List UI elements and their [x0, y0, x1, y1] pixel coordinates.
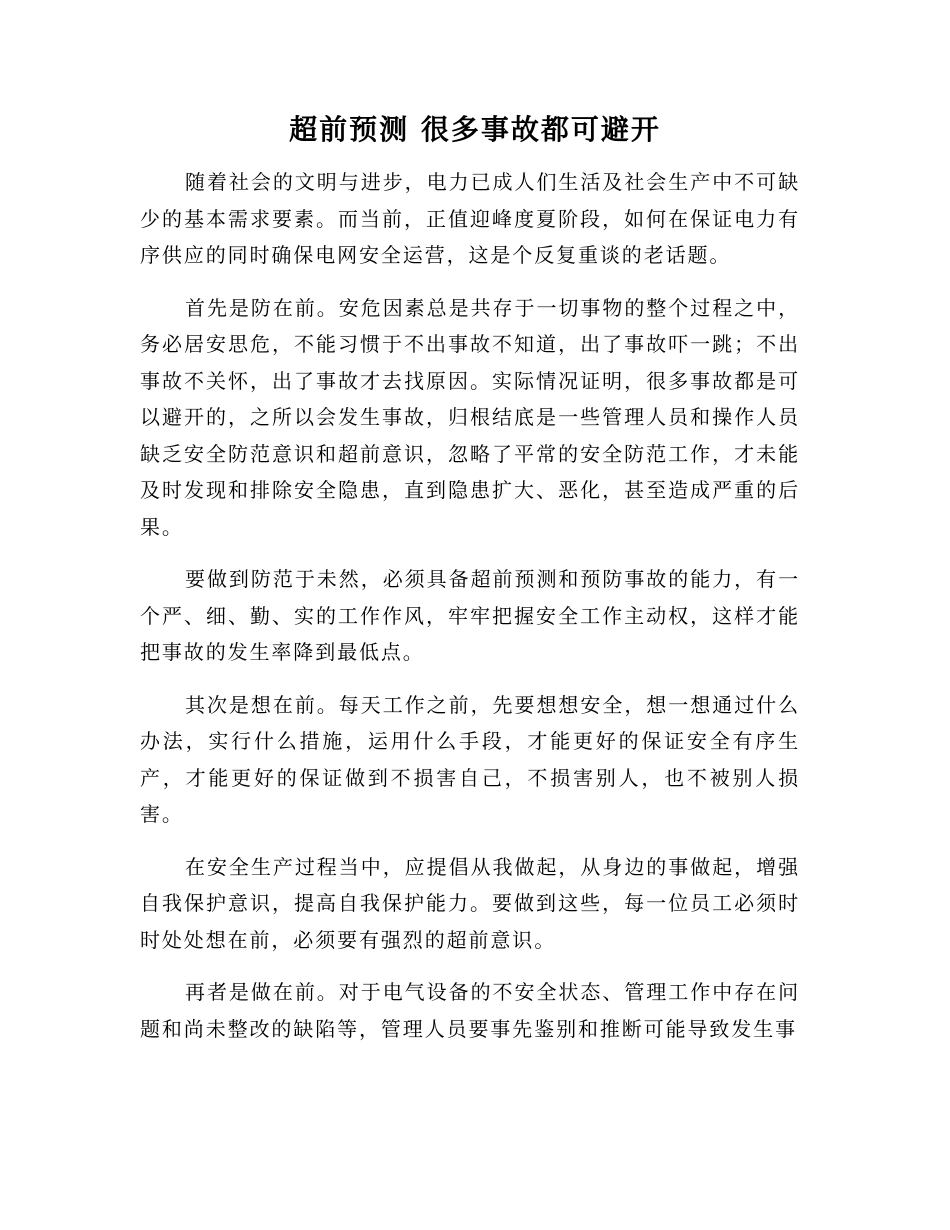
paragraph: 要做到防范于未然，必须具备超前预测和预防事故的能力，有一个严、细、勤、实的工作作风，牢牢把握安全工作主动权，这样才能把事故的发生率降到最低点。: [140, 567, 800, 664]
document-body: [140, 164, 800, 1063]
document-title: 超前预测 很多事故都可避开: [289, 113, 661, 146]
paragraph: 再者是做在前。对于电气设备的不安全状态、管理工作中存在问题和尚未整改的缺陷等，管理人员要事先鉴别和推断可能导致发生事: [140, 980, 800, 1041]
paragraph: 随着社会的文明与进步，电力已成人们生活及社会生产中不可缺少的基本需求要素。而当前，正值迎峰度夏阶段，如何在保证电力有序供应的同时确保电网安全运营，这是个反复重谈的老话题。: [140, 170, 800, 267]
paragraph: 其次是想在前。每天工作之前，先要想想安全，想一想通过什么办法，实行什么措施，运用什么手段，才能更好的保证安全有序生产，才能更好的保证做到不损害自己，不损害别人，也不被别人损害。: [140, 692, 800, 826]
paragraph: 首先是防在前。安危因素总是共存于一切事物的整个过程之中，务必居安思危，不能习惯于不出事故不知道，出了事故吓一跳；不出事故不关怀，出了事故才去找原因。实际情况证明，很多事故都是可以避开的，之所以会发生事故，归根结底是一些管理人员和操作人员缺乏安全防范意识和超前意识，忽略了平常的安全防范工作，才未能及时发现和排除安全隐患，直到隐患扩大、恶化，甚至造成严重的后果。: [140, 295, 800, 539]
paragraph: 在安全生产过程当中，应提倡从我做起，从身边的事做起，增强自我保护意识，提高自我保护能力。要做到这些，每一位员工必须时时处处想在前，必须要有强烈的超前意识。: [140, 854, 800, 952]
